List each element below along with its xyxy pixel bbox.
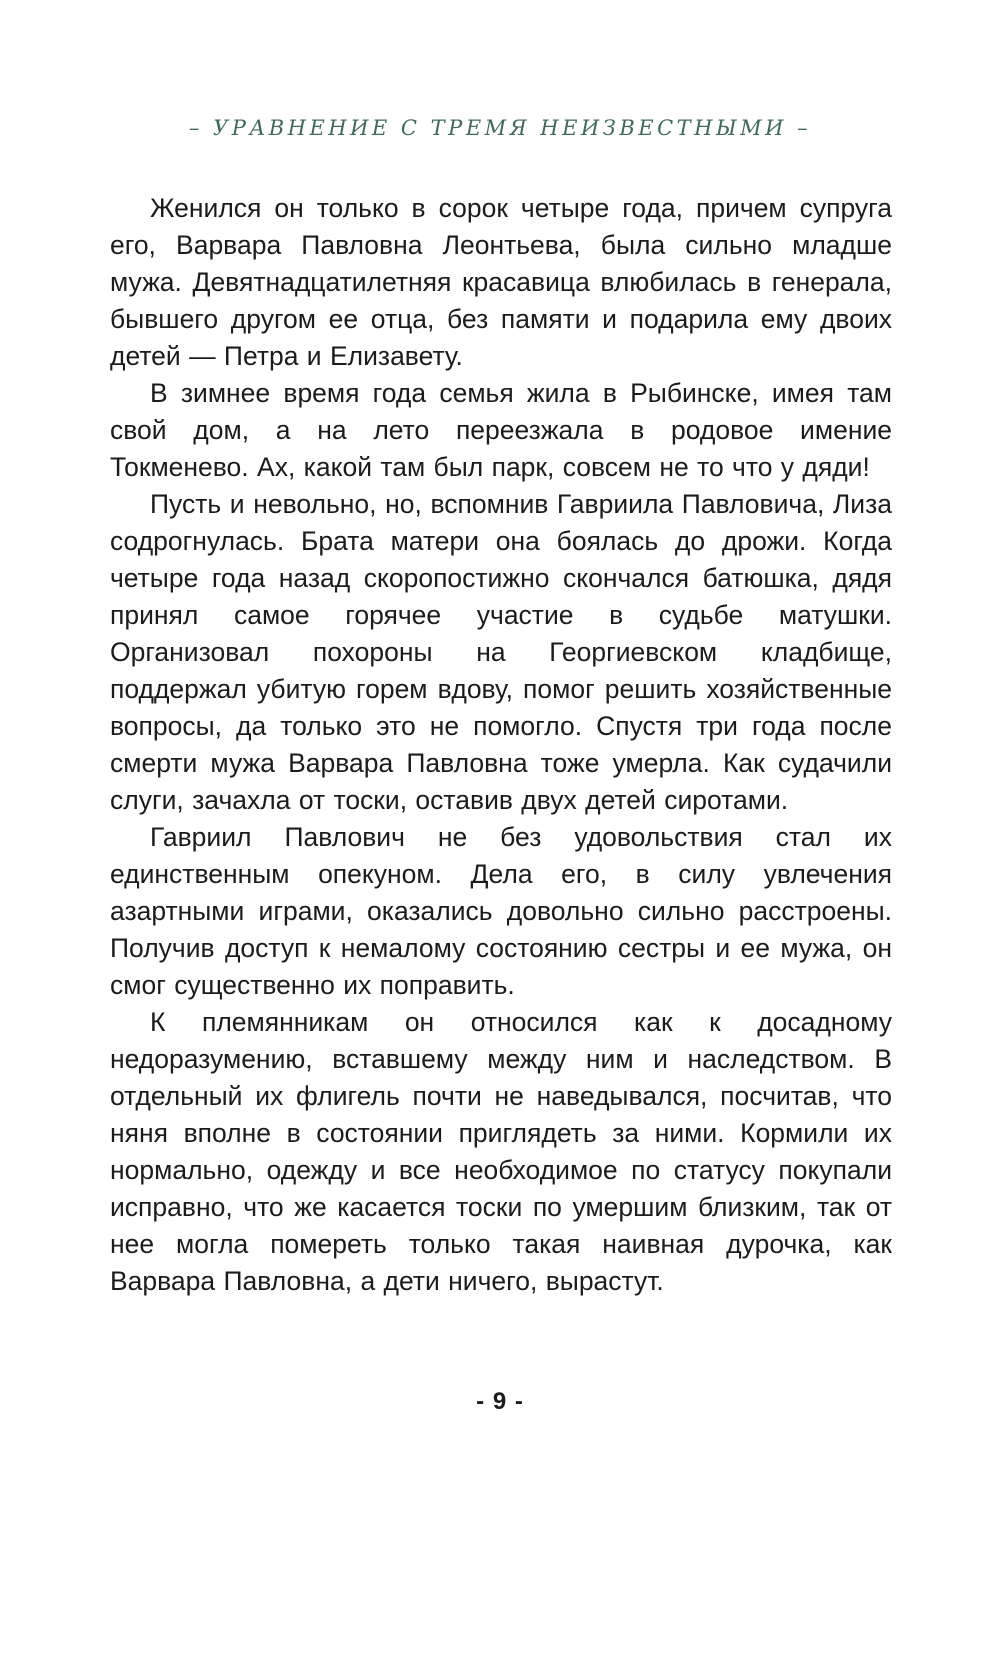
paragraph: Женился он только в сорок четыре года, причем супруга его, Варвара Павловна Леонтьева, была сильно младше мужа. Девятнадцатилетняя красавица влюбилась в генерала, бывшего другом ее отца, без памяти и подарила ему двоих детей — Петра и Елизавету. — [110, 193, 892, 371]
paragraph: К племянникам он относился как к досадному недоразумению, вставшему между ним и наследством. В отдельный их флигель почти не наведывался, посчитав, что няня вполне в состоянии приглядеть за ними. Кормили их нормально, одежду и все необходимое по статусу покупали исправно, что же касается тоски по умершим близким, так от нее могла помереть только такая наивная дурочка, как Варвара Павловна, а дети ничего, вырастут. — [110, 1007, 892, 1296]
page-number: - 9 - — [476, 1388, 524, 1415]
paragraph: Гавриил Павлович не без удовольствия стал их единственным опекуном. Дела его, в силу увлечения азартными играми, оказались довольно сильно расстроены. Получив доступ к немалому состоянию сестры и ее мужа, он смог существенно их поправить. — [110, 822, 892, 1000]
paragraph: Пусть и невольно, но, вспомнив Гавриила Павловича, Лиза содрогнулась. Брата матери она боялась до дрожи. Когда четыре года назад скоропостижно скончался батюшка, дядя принял самое горячее участие в судьбе матушки. Организовал похороны на Георгиевском кладбище, поддержал убитую горем вдову, помог решить хозяйственные вопросы, да только это не помогло. Спустя три года после смерти мужа Варвара Павловна тоже умерла. Как судачили слуги, зачахла от тоски, оставив двух детей сиротами. — [110, 489, 892, 815]
running-header: – УРАВНЕНИЕ С ТРЕМЯ НЕИЗВЕСТНЫМИ – — [188, 116, 812, 140]
paragraph: В зимнее время года семья жила в Рыбинске, имея там свой дом, а на лето переезжала в родовое имение Токменево. Ах, какой там был парк, совсем не то что у дяди! — [110, 378, 892, 482]
page-body — [110, 190, 892, 1300]
